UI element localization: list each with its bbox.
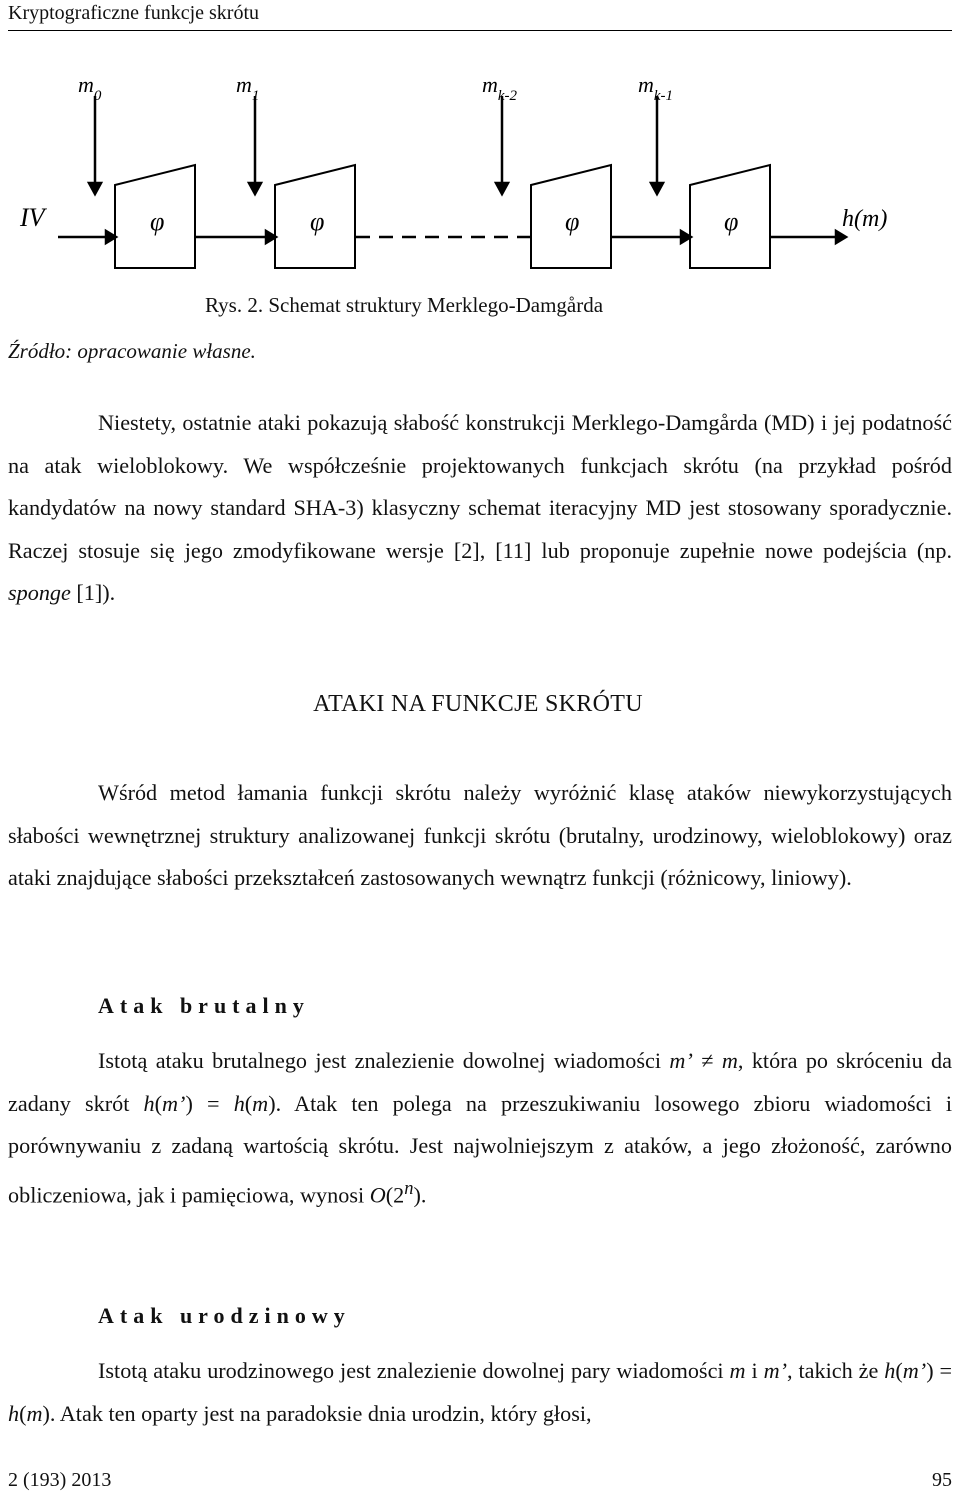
running-head: Kryptograficzne funkcje skrótu <box>8 0 952 31</box>
paragraph-brute-force: Istotą ataku brutalnego jest znalezienie dowolnej wiadomości m’ ≠ m, która po skróceniu da zadany skrót h(m’) = h(m). Atak ten polega na przeszukiwaniu losowego zbioru wiadomości i porównywaniu z zadaną wartością skrótu. Jest najwolniejszym z ataków, a jego złożoność, zarówno obliczeniowa, jak i pamięciowa, wynosi O(2$^n$). <box>8 1048 953 1208</box>
iv-label: IV <box>20 203 45 232</box>
subheading-brute-force: Atak brutalny <box>98 993 310 1018</box>
input-label-mk-2: $m_{k-2}$ <box>482 72 518 104</box>
phi-label-4: φ <box>724 207 739 236</box>
input-label-m1: $m_1$ <box>236 72 260 104</box>
phi-label-1: φ <box>150 207 165 236</box>
input-label-mk-1: $m_{k-1}$ <box>638 72 674 104</box>
subheading-birthday: Atak urodzinowy <box>98 1303 351 1328</box>
figure-source: Źródło: opracowanie własne. <box>8 339 256 363</box>
phi-label-3: φ <box>565 207 580 236</box>
merkle-damgard-diagram <box>0 60 960 290</box>
paragraph-attacks: Wśród metod łamania funkcji skrótu należy wyróżnić klasę ataków niewykorzystujących słabości wewnętrznej struktury analizowanej funkcji skrótu (brutalny, urodzinowy, wieloblokowy) oraz ataki znajdujące słabości przekształceń zastosowanych wewnątrz funkcji (różnicowy, liniowy). <box>8 780 952 891</box>
section-title: ATAKI NA FUNKCJE SKRÓTU <box>313 691 643 717</box>
paragraph-birthday: Istotą ataku urodzinowego jest znalezienie dowolnej pary wiadomości m i m’, takich że h(m’) = h(m). Atak ten oparty jest na paradoksie dnia urodzin, który głosi, <box>8 1358 953 1426</box>
figure-caption: Rys. 2. Schemat struktury Merklego-Damgårda <box>205 293 604 317</box>
phi-label-2: φ <box>310 207 325 236</box>
input-label-m0: $m_0$ <box>78 72 102 104</box>
paragraph-intro: Niestety, ostatnie ataki pokazują słabość konstrukcji Merklego-Damgårda (MD) i jej podatność na atak wieloblokowy. We współcześnie projektowanych funkcjach skrótu (na przykład pośród kandydatów na nowy standard SHA-3) klasyczny schemat iteracyjny MD jest stosowany sporadycznie. Raczej stosuje się jego zmodyfikowane wersje [2], [11] lub proponuje zupełnie nowe podejścia (np. sponge [1]). <box>8 410 952 606</box>
page-number: 95 <box>932 1469 952 1491</box>
arrow-head-icon <box>89 183 101 194</box>
output-label: h(m) <box>842 206 888 232</box>
footer-issue: 2 (193) 2013 <box>8 1469 112 1491</box>
